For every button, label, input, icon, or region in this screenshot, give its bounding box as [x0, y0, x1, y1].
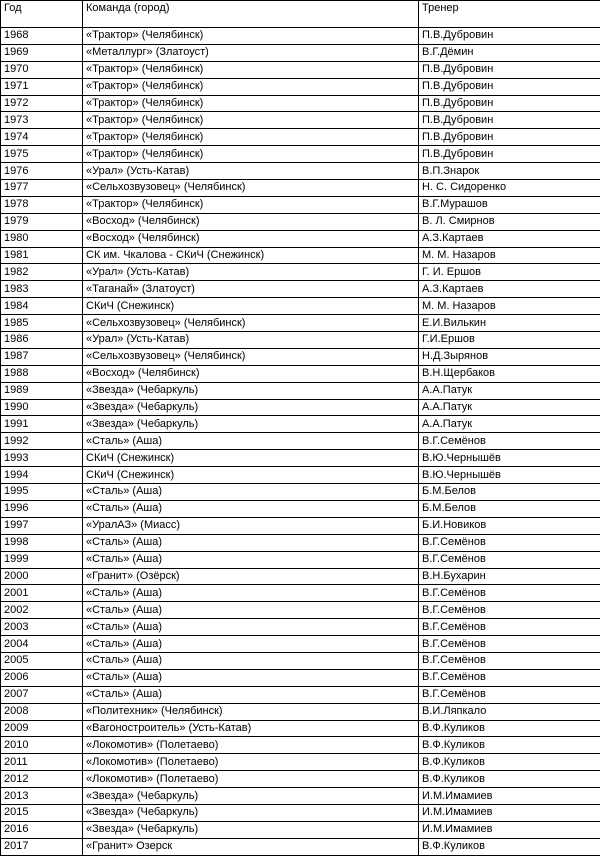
cell-year: 2009	[1, 720, 83, 737]
cell-year: 1997	[1, 517, 83, 534]
cell-coach: В.Ю.Чернышёв	[419, 450, 600, 467]
table-header-row	[1, 1, 600, 28]
table-row	[1, 247, 600, 264]
cell-team: «Сталь» (Аша)	[83, 585, 419, 602]
cell-team: «Таганай» (Златоуст)	[83, 281, 419, 298]
cell-coach: В.П.Знарок	[419, 163, 600, 180]
cell-coach: В.Г.Семёнов	[419, 602, 600, 619]
table-row	[1, 61, 600, 78]
table-row	[1, 112, 600, 129]
cell-year: 1983	[1, 281, 83, 298]
table-row	[1, 534, 600, 551]
cell-year: 1981	[1, 247, 83, 264]
cell-coach: П.В.Дубровин	[419, 28, 600, 45]
table-row	[1, 754, 600, 771]
cell-coach: М. М. Назаров	[419, 298, 600, 315]
table-row	[1, 619, 600, 636]
cell-team: «Локомотив» (Полетаево)	[83, 754, 419, 771]
header-team: Команда (город)	[83, 1, 419, 28]
cell-coach: В.Г.Семёнов	[419, 433, 600, 450]
cell-team: «Гранит» (Озёрск)	[83, 568, 419, 585]
cell-year: 2005	[1, 652, 83, 669]
cell-year: 1976	[1, 163, 83, 180]
header-year: Год	[1, 1, 83, 28]
cell-team: «Политехник» (Челябинск)	[83, 703, 419, 720]
cell-coach: В.Ф.Куликов	[419, 754, 600, 771]
table-row	[1, 433, 600, 450]
cell-year: 1992	[1, 433, 83, 450]
cell-coach: В.Г.Мурашов	[419, 196, 600, 213]
cell-coach: В.Г.Семёнов	[419, 652, 600, 669]
cell-coach: В.Г.Дёмин	[419, 44, 600, 61]
table-row	[1, 416, 600, 433]
cell-coach: П.В.Дубровин	[419, 61, 600, 78]
cell-year: 1972	[1, 95, 83, 112]
cell-team: «Урал» (Усть-Катав)	[83, 264, 419, 281]
table-row	[1, 163, 600, 180]
cell-year: 1990	[1, 399, 83, 416]
cell-year: 1993	[1, 450, 83, 467]
table-row	[1, 551, 600, 568]
cell-coach: В.Ф.Куликов	[419, 720, 600, 737]
cell-coach: П.В.Дубровин	[419, 112, 600, 129]
table-row	[1, 332, 600, 349]
table-row	[1, 585, 600, 602]
cell-coach: В.Г.Семёнов	[419, 686, 600, 703]
cell-year: 1982	[1, 264, 83, 281]
table-row	[1, 484, 600, 501]
cell-team: «Трактор» (Челябинск)	[83, 146, 419, 163]
cell-year: 1999	[1, 551, 83, 568]
table-row	[1, 771, 600, 788]
cell-team: «Трактор» (Челябинск)	[83, 61, 419, 78]
cell-year: 1988	[1, 365, 83, 382]
cell-team: «Звезда» (Чебаркуль)	[83, 399, 419, 416]
cell-team: «Звезда» (Чебаркуль)	[83, 382, 419, 399]
cell-year: 2002	[1, 602, 83, 619]
table-row	[1, 568, 600, 585]
table-row	[1, 382, 600, 399]
cell-coach: П.В.Дубровин	[419, 146, 600, 163]
table-row	[1, 450, 600, 467]
cell-team: «Сталь» (Аша)	[83, 500, 419, 517]
cell-year: 1996	[1, 500, 83, 517]
cell-coach: Н. С. Сидоренко	[419, 180, 600, 197]
cell-coach: И.М.Имамиев	[419, 821, 600, 838]
cell-year: 2010	[1, 737, 83, 754]
cell-year: 1984	[1, 298, 83, 315]
table-row	[1, 720, 600, 737]
cell-year: 1987	[1, 348, 83, 365]
cell-year: 1975	[1, 146, 83, 163]
cell-team: «Трактор» (Челябинск)	[83, 112, 419, 129]
cell-year: 2003	[1, 619, 83, 636]
header-coach: Тренер	[419, 1, 600, 28]
table-row	[1, 146, 600, 163]
cell-coach: А.З.Картаев	[419, 230, 600, 247]
cell-team: «Сталь» (Аша)	[83, 602, 419, 619]
cell-team: «Сталь» (Аша)	[83, 619, 419, 636]
cell-team: «УралАЗ» (Миасс)	[83, 517, 419, 534]
table-row	[1, 28, 600, 45]
cell-year: 2001	[1, 585, 83, 602]
cell-team: «Сталь» (Аша)	[83, 551, 419, 568]
cell-team: «Сталь» (Аша)	[83, 534, 419, 551]
cell-coach: А.А.Патук	[419, 399, 600, 416]
cell-coach: И.М.Имамиев	[419, 804, 600, 821]
cell-coach: П.В.Дубровин	[419, 129, 600, 146]
cell-year: 1985	[1, 315, 83, 332]
cell-year: 1979	[1, 213, 83, 230]
cell-team: «Сталь» (Аша)	[83, 433, 419, 450]
cell-year: 1977	[1, 180, 83, 197]
cell-team: СКиЧ (Снежинск)	[83, 467, 419, 484]
cell-team: «Звезда» (Чебаркуль)	[83, 804, 419, 821]
cell-year: 1980	[1, 230, 83, 247]
cell-coach: М. М. Назаров	[419, 247, 600, 264]
cell-team: «Звезда» (Чебаркуль)	[83, 416, 419, 433]
table-row	[1, 180, 600, 197]
cell-team: «Сталь» (Аша)	[83, 652, 419, 669]
cell-team: «Сталь» (Аша)	[83, 636, 419, 653]
cell-team: «Трактор» (Челябинск)	[83, 78, 419, 95]
cell-year: 2006	[1, 669, 83, 686]
cell-team: «Восход» (Челябинск)	[83, 365, 419, 382]
cell-team: «Сталь» (Аша)	[83, 669, 419, 686]
cell-coach: В.Г.Семёнов	[419, 619, 600, 636]
table-row	[1, 281, 600, 298]
cell-team: СК им. Чкалова - СКиЧ (Снежинск)	[83, 247, 419, 264]
cell-coach: П.В.Дубровин	[419, 78, 600, 95]
cell-coach: В.Ф.Куликов	[419, 838, 600, 855]
cell-team: «Урал» (Усть-Катав)	[83, 332, 419, 349]
table-row	[1, 399, 600, 416]
table-row	[1, 652, 600, 669]
cell-team: «Восход» (Челябинск)	[83, 213, 419, 230]
table-row	[1, 500, 600, 517]
table-row	[1, 703, 600, 720]
cell-year: 1995	[1, 484, 83, 501]
cell-team: «Трактор» (Челябинск)	[83, 28, 419, 45]
cell-team: «Урал» (Усть-Катав)	[83, 163, 419, 180]
cell-coach: И.М.Имамиев	[419, 788, 600, 805]
cell-year: 1968	[1, 28, 83, 45]
cell-year: 1994	[1, 467, 83, 484]
cell-coach: В.Н.Щербаков	[419, 365, 600, 382]
cell-team: «Звезда» (Чебаркуль)	[83, 821, 419, 838]
table-row	[1, 602, 600, 619]
cell-year: 1974	[1, 129, 83, 146]
cell-coach: В.Н.Бухарин	[419, 568, 600, 585]
cell-team: «Локомотив» (Полетаево)	[83, 771, 419, 788]
cell-coach: Г.И.Ершов	[419, 332, 600, 349]
table-row	[1, 196, 600, 213]
table-row	[1, 230, 600, 247]
cell-year: 2000	[1, 568, 83, 585]
cell-year: 1998	[1, 534, 83, 551]
table-row	[1, 669, 600, 686]
cell-year: 2012	[1, 771, 83, 788]
cell-year: 2011	[1, 754, 83, 771]
table-row	[1, 804, 600, 821]
cell-team: «Сельхозвузовец» (Челябинск)	[83, 348, 419, 365]
table-row	[1, 78, 600, 95]
table-row	[1, 264, 600, 281]
cell-year: 1970	[1, 61, 83, 78]
cell-team: «Локомотив» (Полетаево)	[83, 737, 419, 754]
cell-year: 2008	[1, 703, 83, 720]
cell-team: «Сельхозвузовец» (Челябинск)	[83, 180, 419, 197]
cell-team: «Металлург» (Златоуст)	[83, 44, 419, 61]
table-row	[1, 686, 600, 703]
cell-coach: В.Г.Семёнов	[419, 669, 600, 686]
table-row	[1, 129, 600, 146]
cell-year: 2007	[1, 686, 83, 703]
table-row	[1, 298, 600, 315]
cell-coach: А.З.Картаев	[419, 281, 600, 298]
cell-year: 1973	[1, 112, 83, 129]
cell-team: «Восход» (Челябинск)	[83, 230, 419, 247]
table-row	[1, 315, 600, 332]
cell-year: 1989	[1, 382, 83, 399]
table-row	[1, 365, 600, 382]
table-row	[1, 467, 600, 484]
cell-team: «Сталь» (Аша)	[83, 686, 419, 703]
cell-coach: А.А.Патук	[419, 382, 600, 399]
cell-coach: Н.Д.Зырянов	[419, 348, 600, 365]
cell-team: «Сталь» (Аша)	[83, 484, 419, 501]
cell-year: 1978	[1, 196, 83, 213]
cell-coach: В.Ю.Чернышёв	[419, 467, 600, 484]
cell-team: СКиЧ (Снежинск)	[83, 298, 419, 315]
cell-coach: В.Г.Семёнов	[419, 551, 600, 568]
cell-team: СКиЧ (Снежинск)	[83, 450, 419, 467]
cell-coach: В.Г.Семёнов	[419, 534, 600, 551]
cell-coach: А.А.Патук	[419, 416, 600, 433]
table-row	[1, 838, 600, 855]
cell-team: «Вагоностроитель» (Усть-Катав)	[83, 720, 419, 737]
cell-year: 2016	[1, 821, 83, 838]
cell-year: 2017	[1, 838, 83, 855]
cell-coach: Б.И.Новиков	[419, 517, 600, 534]
cell-year: 1971	[1, 78, 83, 95]
cell-coach: В.Ф.Куликов	[419, 737, 600, 754]
cell-team: «Трактор» (Челябинск)	[83, 95, 419, 112]
cell-coach: В.Г.Семёнов	[419, 636, 600, 653]
cell-coach: В.Г.Семёнов	[419, 585, 600, 602]
cell-team: «Трактор» (Челябинск)	[83, 196, 419, 213]
cell-team: «Трактор» (Челябинск)	[83, 129, 419, 146]
table-row	[1, 348, 600, 365]
cell-coach: В. Л. Смирнов	[419, 213, 600, 230]
table-row	[1, 44, 600, 61]
cell-year: 2004	[1, 636, 83, 653]
table-row	[1, 788, 600, 805]
cell-coach: В.И.Ляпкало	[419, 703, 600, 720]
cell-year: 1969	[1, 44, 83, 61]
cell-year: 2015	[1, 804, 83, 821]
table-row	[1, 737, 600, 754]
cell-team: «Звезда» (Чебаркуль)	[83, 788, 419, 805]
cell-coach: Е.И.Вилькин	[419, 315, 600, 332]
cell-team: «Сельхозвузовец» (Челябинск)	[83, 315, 419, 332]
table-row	[1, 213, 600, 230]
table-row	[1, 95, 600, 112]
table-row	[1, 821, 600, 838]
cell-team: «Гранит» Озерск	[83, 838, 419, 855]
cell-year: 1986	[1, 332, 83, 349]
table-row	[1, 517, 600, 534]
cell-coach: Б.М.Белов	[419, 500, 600, 517]
cell-coach: П.В.Дубровин	[419, 95, 600, 112]
table-body	[1, 28, 600, 856]
cell-year: 1991	[1, 416, 83, 433]
cell-coach: В.Ф.Куликов	[419, 771, 600, 788]
table-row	[1, 636, 600, 653]
cell-year: 2013	[1, 788, 83, 805]
cell-coach: Г. И. Ершов	[419, 264, 600, 281]
cell-coach: Б.М.Белов	[419, 484, 600, 501]
